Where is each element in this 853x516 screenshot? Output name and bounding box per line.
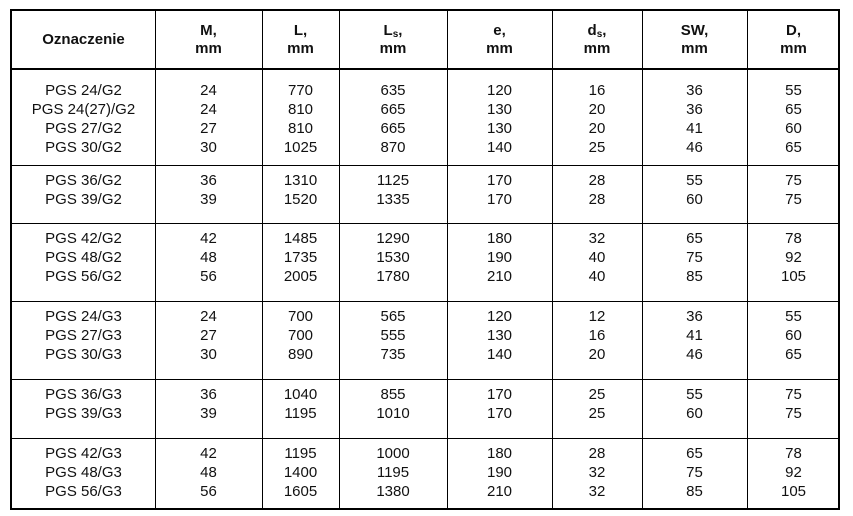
- column-divider: [262, 11, 263, 508]
- header-L-unit: mm: [287, 39, 314, 57]
- header-D-label: D,: [786, 21, 801, 39]
- cell-ds: 28: [588, 172, 606, 189]
- header-SW-label: SW,: [680, 21, 709, 39]
- cell-M: 39: [200, 405, 217, 422]
- header-Ls: [339, 11, 447, 68]
- cell-ds: 20: [588, 346, 606, 363]
- table-row: [12, 444, 838, 463]
- table-row: [12, 463, 838, 482]
- header-designation-label: Oznaczenie: [42, 30, 125, 48]
- cell-e: 210: [486, 268, 513, 285]
- cell-M: 56: [200, 268, 217, 285]
- header-e-unit: mm: [486, 39, 513, 57]
- cell-ds: 32: [588, 483, 606, 500]
- cell-Ls: 665: [380, 120, 406, 137]
- cell-D: 92: [785, 249, 802, 266]
- cell-D: 55: [785, 308, 802, 325]
- cell-e: 170: [486, 191, 513, 208]
- cell-L: 810: [287, 120, 314, 137]
- cell-SW: 60: [686, 191, 703, 208]
- cell-Ls: 635: [380, 82, 406, 99]
- cell-D: 75: [785, 386, 802, 403]
- cell-designation: PGS 56/G3: [45, 483, 122, 500]
- cell-L: 1195: [284, 445, 317, 462]
- cell-SW: 36: [686, 82, 703, 99]
- cell-ds: 25: [588, 139, 606, 156]
- cell-L: 810: [287, 101, 314, 118]
- cell-e: 130: [486, 327, 513, 344]
- table-row: [12, 326, 838, 345]
- column-divider: [642, 11, 643, 508]
- spec-table: [10, 9, 840, 510]
- cell-M: 30: [200, 139, 217, 156]
- cell-D: 75: [785, 172, 802, 189]
- cell-designation: PGS 48/G2: [45, 249, 122, 266]
- cell-ds: 40: [588, 268, 606, 285]
- cell-SW: 55: [686, 172, 703, 189]
- header-ds-label: $d_s$,: [587, 21, 607, 40]
- header-Ls-unit: mm: [379, 39, 407, 57]
- cell-ds: 20: [588, 101, 606, 118]
- cell-ds: 32: [588, 464, 606, 481]
- column-divider: [155, 11, 156, 508]
- cell-Ls: 565: [380, 308, 406, 325]
- cell-e: 120: [486, 308, 513, 325]
- cell-ds: 25: [588, 405, 606, 422]
- cell-ds: 12: [588, 308, 606, 325]
- cell-SW: 75: [686, 249, 703, 266]
- cell-D: 60: [785, 120, 802, 137]
- cell-M: 56: [200, 483, 217, 500]
- cell-ds: 28: [588, 191, 606, 208]
- cell-e: 130: [486, 101, 513, 118]
- cell-e: 140: [486, 346, 513, 363]
- header-e-label: e,: [493, 21, 506, 39]
- cell-Ls: 1530: [376, 249, 410, 266]
- table-row: [12, 248, 838, 267]
- cell-designation: PGS 39/G2: [45, 191, 122, 208]
- table-row: [12, 482, 838, 501]
- table-row: [12, 171, 838, 190]
- cell-designation: PGS 36/G3: [45, 386, 122, 403]
- cell-L: 1040: [283, 386, 318, 403]
- cell-ds: 40: [588, 249, 606, 266]
- cell-designation: PGS 39/G3: [45, 405, 122, 422]
- cell-designation: PGS 42/G3: [45, 445, 122, 462]
- column-divider: [447, 11, 448, 508]
- cell-D: 105: [780, 268, 807, 285]
- table-row: [12, 138, 838, 157]
- cell-SW: 65: [686, 445, 703, 462]
- cell-ds: 32: [588, 230, 606, 247]
- cell-designation: PGS 56/G2: [45, 268, 122, 285]
- cell-Ls: 1195: [376, 464, 410, 481]
- header-e: [447, 11, 552, 68]
- cell-D: 75: [785, 405, 802, 422]
- header-SW-unit: mm: [681, 39, 708, 57]
- cell-SW: 36: [686, 308, 703, 325]
- cell-D: 65: [785, 346, 802, 363]
- cell-D: 65: [785, 139, 802, 156]
- cell-e: 190: [486, 249, 513, 266]
- cell-SW: 85: [686, 268, 703, 285]
- header-M: [155, 11, 262, 68]
- cell-L: 770: [287, 82, 314, 99]
- table-row: [12, 345, 838, 364]
- header-designation: [12, 11, 155, 68]
- cell-e: 170: [486, 405, 513, 422]
- cell-Ls: 1780: [376, 268, 410, 285]
- cell-M: 48: [200, 249, 217, 266]
- cell-Ls: 555: [380, 327, 406, 344]
- cell-D: 60: [785, 327, 802, 344]
- column-divider: [747, 11, 748, 508]
- cell-designation: PGS 24/G3: [45, 308, 122, 325]
- table-row: [12, 307, 838, 326]
- table-row: [12, 100, 838, 119]
- cell-D: 92: [785, 464, 802, 481]
- table-row: [12, 404, 838, 423]
- cell-L: 1735: [283, 249, 318, 266]
- table-row: [12, 190, 838, 209]
- column-divider: [339, 11, 340, 508]
- cell-L: 2005: [283, 268, 318, 285]
- cell-e: 130: [486, 120, 513, 137]
- cell-SW: 65: [686, 230, 703, 247]
- cell-SW: 46: [686, 139, 703, 156]
- table-header: [12, 11, 838, 68]
- cell-designation: PGS 36/G2: [45, 172, 122, 189]
- header-D: [747, 11, 840, 68]
- cell-M: 48: [200, 464, 217, 481]
- cell-designation: PGS 48/G3: [45, 464, 122, 481]
- cell-e: 180: [486, 445, 513, 462]
- cell-Ls: 1380: [376, 483, 410, 500]
- cell-L: 1195: [284, 405, 317, 422]
- cell-designation: PGS 42/G2: [45, 230, 122, 247]
- group-divider: [12, 165, 838, 166]
- header-L: [262, 11, 339, 68]
- cell-M: 30: [200, 346, 217, 363]
- header-D-unit: mm: [780, 39, 807, 57]
- cell-SW: 55: [686, 386, 703, 403]
- cell-ds: 25: [588, 386, 606, 403]
- cell-Ls: 855: [380, 386, 406, 403]
- header-divider: [12, 68, 838, 70]
- cell-designation: PGS 30/G2: [45, 139, 122, 156]
- cell-SW: 46: [686, 346, 703, 363]
- cell-L: 700: [287, 308, 314, 325]
- cell-Ls: 870: [380, 139, 406, 156]
- cell-M: 27: [200, 327, 217, 344]
- cell-L: 890: [287, 346, 314, 363]
- cell-SW: 36: [686, 101, 703, 118]
- header-M-unit: mm: [195, 39, 222, 57]
- cell-designation: PGS 24(27)/G2: [31, 101, 136, 118]
- table-row: [12, 385, 838, 404]
- cell-e: 180: [486, 230, 513, 247]
- group-divider: [12, 438, 838, 439]
- cell-D: 105: [780, 483, 807, 500]
- header-L-label: L,: [293, 21, 308, 39]
- cell-Ls: 1290: [376, 230, 410, 247]
- cell-L: 1605: [283, 483, 318, 500]
- cell-designation: PGS 27/G2: [45, 120, 122, 137]
- header-ds: [552, 11, 642, 68]
- cell-M: 24: [200, 308, 217, 325]
- cell-designation: PGS 27/G3: [45, 327, 122, 344]
- cell-SW: 60: [686, 405, 703, 422]
- cell-M: 36: [200, 172, 217, 189]
- cell-D: 78: [785, 445, 802, 462]
- cell-L: 1400: [283, 464, 318, 481]
- group-divider: [12, 223, 838, 224]
- cell-Ls: 1125: [376, 172, 410, 189]
- cell-L: 700: [287, 327, 314, 344]
- table-row: [12, 119, 838, 138]
- table-row: [12, 267, 838, 286]
- table-row: [12, 229, 838, 248]
- cell-M: 27: [200, 120, 217, 137]
- cell-L: 1485: [283, 230, 318, 247]
- cell-SW: 41: [686, 327, 703, 344]
- cell-L: 1310: [283, 172, 318, 189]
- cell-SW: 41: [686, 120, 703, 137]
- cell-D: 75: [785, 191, 802, 208]
- cell-e: 210: [486, 483, 513, 500]
- cell-D: 55: [785, 82, 802, 99]
- cell-e: 140: [486, 139, 513, 156]
- cell-ds: 16: [588, 327, 606, 344]
- cell-ds: 28: [588, 445, 606, 462]
- cell-designation: PGS 24/G2: [45, 82, 122, 99]
- cell-M: 36: [200, 386, 217, 403]
- cell-Ls: 665: [380, 101, 406, 118]
- cell-Ls: 1000: [376, 445, 410, 462]
- group-divider: [12, 379, 838, 380]
- cell-L: 1025: [283, 139, 318, 156]
- cell-e: 120: [486, 82, 513, 99]
- group-divider: [12, 301, 838, 302]
- cell-Ls: 1010: [376, 405, 410, 422]
- cell-SW: 85: [686, 483, 703, 500]
- cell-Ls: 735: [380, 346, 406, 363]
- cell-L: 1520: [283, 191, 318, 208]
- cell-designation: PGS 30/G3: [45, 346, 122, 363]
- header-Ls-label: $L_s$,: [383, 21, 403, 40]
- header-SW: [642, 11, 747, 68]
- cell-D: 78: [785, 230, 802, 247]
- cell-M: 42: [200, 230, 217, 247]
- cell-e: 190: [486, 464, 513, 481]
- cell-M: 39: [200, 191, 217, 208]
- cell-Ls: 1335: [376, 191, 410, 208]
- cell-M: 42: [200, 445, 217, 462]
- cell-M: 24: [200, 101, 217, 118]
- table-row: [12, 81, 838, 100]
- cell-M: 24: [200, 82, 217, 99]
- column-divider: [552, 11, 553, 508]
- header-ds-unit: mm: [583, 39, 611, 57]
- cell-SW: 75: [686, 464, 703, 481]
- cell-D: 65: [785, 101, 802, 118]
- cell-ds: 16: [588, 82, 606, 99]
- header-M-label: M,: [200, 21, 217, 39]
- cell-ds: 20: [588, 120, 606, 137]
- cell-e: 170: [486, 386, 513, 403]
- cell-e: 170: [486, 172, 513, 189]
